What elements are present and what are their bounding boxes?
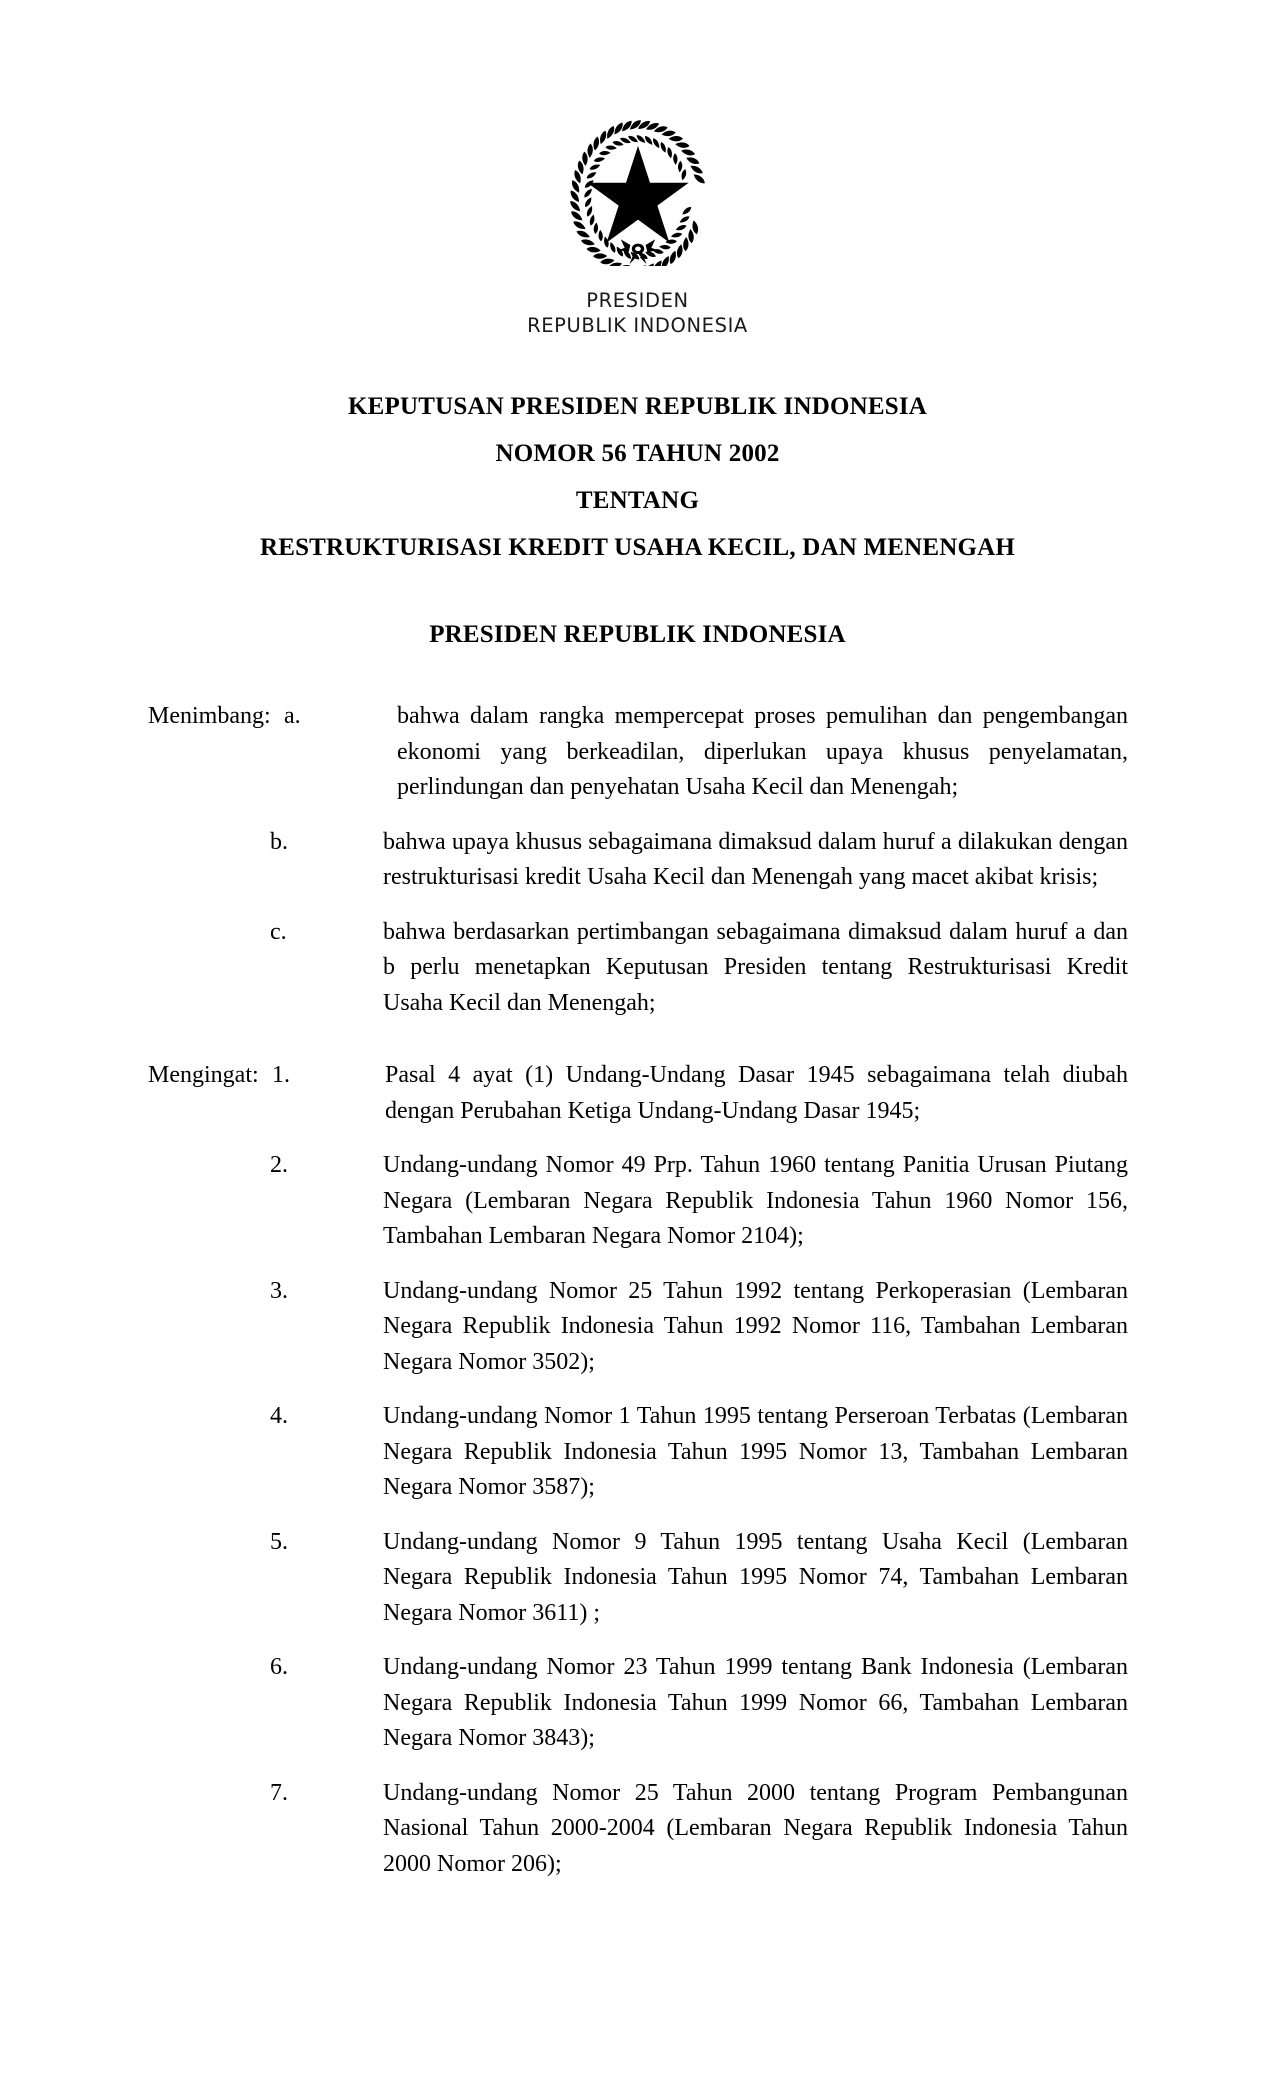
section-mengingat [148,1058,1128,1882]
clause-text: Undang-undang Nomor 23 Tahun 1999 tentang Bank Indonesia (Lembaran Negara Republik Indonesia Tahun 1999 Nomor 66, Tambahan Lembaran Negara Nomor 3843); [383,1654,1128,1751]
clause-text: Undang-undang Nomor 1 Tahun 1995 tentang Perseroan Terbatas (Lembaran Negara Republik Indonesia Tahun 1995 Nomor 13, Tambahan Lembaran Negara Nomor 3587); [383,1403,1128,1500]
clause-text: Undang-undang Nomor 49 Prp. Tahun 1960 tentang Panitia Urusan Piutang Negara (Lembaran Negara Republik Indonesia Tahun 1960 Nomor 156, Tambahan Lembaran Negara Nomor 2104); [383,1152,1128,1249]
clause-marker: a. [283,703,301,729]
clause-text: Undang-undang Nomor 25 Tahun 2000 tentang Program Pembangunan Nasional Tahun 2000-2004 (Lembaran Negara Republik Indonesia Tahun 2000 Nomor 206); [383,1779,1128,1877]
clause-text: bahwa upaya khusus sebagaimana dimaksud dalam huruf a dilakukan dengan restrukturisasi kredit Usaha Kecil dan Menengah yang macet akibat krisis; [383,828,1128,890]
title-line-subject: RESTRUKTURISASI KREDIT USAHA KECIL, DAN MENENGAH [259,534,1016,561]
clause-row [148,1058,1128,1129]
clause-marker: 4. [270,1403,288,1429]
clause-row [148,1650,1128,1757]
decree-body [148,699,1128,1882]
title-line-decree-type: KEPUTUSAN PRESIDEN REPUBLIK INDONESIA [347,393,928,420]
clause-marker: 5. [270,1528,288,1555]
institution-header [0,288,1275,338]
clause-marker: c. [270,918,287,945]
section-label-mengingat: Mengingat [148,1062,252,1088]
section-label-menimbang: Menimbang [148,703,264,729]
title-line-number-year: NOMOR 56 TAHUN 2002 [495,440,780,467]
clause-row [148,1399,1128,1506]
clause-marker: 3. [270,1277,288,1304]
section-colon: : [263,703,271,729]
clause-marker: b. [270,828,288,855]
page-title: PRESIDEN REPUBLIK INDONESIA [429,621,846,648]
clause-marker: 6. [270,1654,288,1680]
clause-marker: 7. [270,1779,288,1806]
section-menimbang [148,699,1128,1021]
clause-row [148,825,1128,896]
clause-row [148,915,1128,1022]
title-line-tentang: TENTANG [575,487,700,514]
clause-text: Pasal 4 ayat (1) Undang-Undang Dasar 1945 sebagaimana telah diubah dengan Perubahan Ketiga Undang-Undang Dasar 1945; [384,1062,1128,1124]
clause-text: Undang-undang Nomor 9 Tahun 1995 tentang Usaha Kecil (Lembaran Negara Republik Indonesia Tahun 1995 Nomor 74, Tambahan Lembaran Negara Nomor 3611) ; [383,1528,1128,1626]
emblem-container [0,104,1275,271]
clause-row [148,1148,1128,1255]
section-colon: : [251,1062,259,1088]
clause-row [148,1274,1128,1381]
clause-row [148,1525,1128,1632]
garuda-star-wreath-emblem [540,104,736,266]
clause-row [148,699,1128,806]
institution-line-republik-indonesia: REPUBLIK INDONESIA [527,314,748,337]
institution-line-presiden: PRESIDEN [586,289,689,312]
clause-text: bahwa dalam rangka mempercepat proses pemulihan dan pengembangan ekonomi yang berkeadilan, diperlukan upaya khusus penyelamatan, perlindungan dan penyehatan Usaha Kecil dan Menengah; [396,703,1128,800]
clause-text: bahwa berdasarkan pertimbangan sebagaimana dimaksud dalam huruf a dan b perlu menetapkan Keputusan Presiden tentang Restrukturisasi Kredit Usaha Kecil dan Menengah; [383,918,1128,1016]
clause-marker: 2. [270,1152,288,1178]
clause-text: Undang-undang Nomor 25 Tahun 1992 tentang Perkoperasian (Lembaran Negara Republik Indonesia Tahun 1992 Nomor 116, Tambahan Lembaran Negara Nomor 3502); [383,1277,1128,1375]
clause-marker: 1. [271,1062,290,1088]
clause-row [148,1776,1128,1883]
decree-title-block [0,383,1275,571]
